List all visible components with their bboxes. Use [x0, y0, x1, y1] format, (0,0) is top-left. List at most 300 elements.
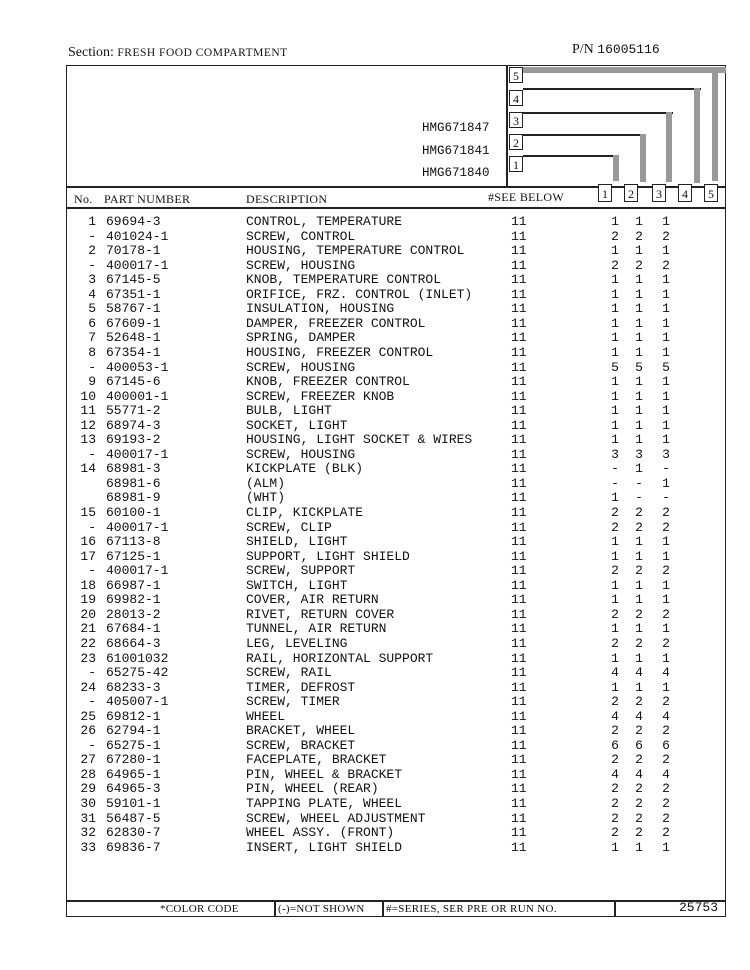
row-qty: 1 [611, 621, 619, 637]
row-description: TIMER, DEFROST [246, 679, 356, 695]
row-series: 11 [511, 432, 527, 448]
row-series: 11 [511, 635, 527, 651]
row-qty: 2 [611, 563, 619, 579]
row-qty: 1 [662, 286, 670, 302]
row-description: (ALM) [246, 475, 286, 491]
step-box: 1 [509, 156, 523, 172]
row-description: KICKPLATE (BLK) [246, 461, 364, 477]
row-qty: 4 [635, 708, 643, 724]
row-qty: - [611, 475, 619, 491]
row-series: 11 [511, 723, 527, 739]
row-number: 10 [80, 388, 96, 404]
row-part-number: 65275-42 [106, 665, 169, 681]
row-qty: 4 [635, 766, 643, 782]
series-col-header: 5 [704, 184, 718, 202]
row-part-number: 69836-7 [106, 839, 161, 855]
row-number: 3 [88, 272, 96, 288]
row-qty: 1 [662, 403, 670, 419]
row-qty: 1 [662, 243, 670, 259]
row-part-number: 67280-1 [106, 752, 161, 768]
row-series: 11 [511, 825, 527, 841]
row-description: (WHT) [246, 490, 286, 506]
row-description: TAPPING PLATE, WHEEL [246, 796, 403, 811]
row-qty: 1 [662, 330, 670, 346]
row-qty: 1 [635, 330, 643, 346]
table-row [0, 840, 750, 855]
step-rail-3 [666, 112, 672, 182]
row-part-number: 400017-1 [106, 257, 169, 273]
row-qty: 1 [662, 839, 670, 855]
row-series: 11 [511, 621, 527, 637]
row-number: 14 [80, 461, 96, 477]
row-description: KNOB, TEMPERATURE CONTROL [246, 272, 442, 288]
row-part-number: 400017-1 [106, 446, 169, 462]
row-part-number: 67145-6 [106, 374, 161, 390]
row-description: LEG, LEVELING [246, 635, 348, 651]
row-qty: 2 [662, 752, 670, 768]
row-qty: 6 [635, 737, 643, 753]
row-qty: 1 [662, 548, 670, 564]
table-row [0, 781, 750, 796]
row-part-number: 58767-1 [106, 301, 161, 317]
row-number: 22 [80, 635, 96, 651]
row-number: 29 [80, 781, 96, 797]
row-description: RAIL, HORIZONTAL SUPPORT [246, 650, 434, 666]
table-row [0, 432, 750, 447]
row-series: 11 [511, 344, 527, 360]
row-series: 11 [511, 505, 527, 520]
row-number: 24 [80, 679, 96, 695]
table-row [0, 825, 750, 840]
row-series: 11 [511, 796, 527, 811]
row-qty: 3 [662, 446, 670, 462]
row-series: 11 [511, 766, 527, 782]
row-description: INSULATION, HOUSING [246, 301, 395, 317]
row-qty: 2 [611, 723, 619, 739]
row-part-number: 405007-1 [106, 694, 169, 710]
row-description: SCREW, RAIL [246, 665, 332, 681]
row-qty: 4 [611, 708, 619, 724]
row-series: 11 [511, 301, 527, 317]
model-number: HMG671847 [422, 121, 490, 135]
row-number: 32 [80, 825, 96, 841]
row-number: 9 [88, 374, 96, 390]
row-number: - [88, 665, 96, 681]
footer-divider [66, 900, 726, 902]
row-qty: 2 [662, 781, 670, 797]
row-qty: 2 [611, 505, 619, 520]
row-qty: 2 [611, 635, 619, 651]
series-col-header: 4 [678, 184, 692, 202]
row-number: 16 [80, 534, 96, 550]
row-part-number: 68974-3 [106, 417, 161, 433]
row-qty: 2 [635, 519, 643, 535]
row-series: 11 [511, 417, 527, 433]
row-qty: 1 [611, 315, 619, 331]
step-rail-4 [694, 88, 700, 183]
row-part-number: 62794-1 [106, 723, 161, 739]
row-qty: 2 [611, 694, 619, 710]
row-qty: 1 [635, 461, 643, 477]
row-part-number: 60100-1 [106, 505, 161, 520]
row-series: 11 [511, 315, 527, 331]
row-qty: 1 [611, 330, 619, 346]
table-row [0, 592, 750, 607]
table-row [0, 258, 750, 273]
footer-color-code: *COLOR CODE [160, 903, 239, 915]
row-series: 11 [511, 286, 527, 302]
row-description: PIN, WHEEL & BRACKET [246, 766, 403, 782]
step-bar-5 [523, 67, 726, 73]
table-row [0, 316, 750, 331]
table-row [0, 229, 750, 244]
row-number: 27 [80, 752, 96, 768]
row-number: 4 [88, 286, 96, 302]
row-series: 11 [511, 214, 527, 229]
row-qty: 4 [635, 665, 643, 681]
row-qty: 4 [662, 708, 670, 724]
model-divider [506, 66, 508, 186]
table-row [0, 360, 750, 375]
row-number: 8 [88, 344, 96, 360]
row-qty: 1 [635, 301, 643, 317]
row-description: TUNNEL, AIR RETURN [246, 621, 387, 637]
row-qty: 4 [662, 665, 670, 681]
row-number: 6 [88, 315, 96, 331]
row-number: 19 [80, 592, 96, 608]
table-row [0, 418, 750, 433]
row-series: 11 [511, 490, 527, 506]
row-description: SHIELD, LIGHT [246, 534, 348, 550]
row-qty: 2 [635, 781, 643, 797]
row-description: CONTROL, TEMPERATURE [246, 214, 403, 229]
row-series: 11 [511, 446, 527, 462]
row-number: - [88, 563, 96, 579]
row-part-number: 55771-2 [106, 403, 161, 419]
row-description: BRACKET, WHEEL [246, 723, 356, 739]
step-bar-3 [523, 112, 673, 114]
row-qty: 1 [662, 214, 670, 229]
col-header-description: DESCRIPTION [246, 192, 328, 206]
row-qty: 1 [662, 315, 670, 331]
row-qty: 1 [611, 650, 619, 666]
part-number-heading [572, 42, 660, 58]
step-box: 5 [509, 67, 523, 83]
row-part-number: 67354-1 [106, 344, 161, 360]
row-number: 7 [88, 330, 96, 346]
row-qty: 1 [611, 243, 619, 259]
row-series: 11 [511, 694, 527, 710]
row-number: 18 [80, 577, 96, 593]
table-row [0, 389, 750, 404]
row-part-number: 68233-3 [106, 679, 161, 695]
column-header-divider [66, 207, 726, 209]
row-number: - [88, 257, 96, 273]
row-qty: 1 [635, 344, 643, 360]
row-number: 5 [88, 301, 96, 317]
row-series: 11 [511, 839, 527, 855]
step-rail-2 [640, 134, 646, 182]
row-number: - [88, 737, 96, 753]
row-qty: 1 [635, 374, 643, 390]
row-series: 11 [511, 228, 527, 244]
table-row [0, 549, 750, 564]
model-number: HMG671841 [422, 144, 490, 158]
row-qty: - [611, 461, 619, 477]
table-row [0, 752, 750, 767]
table-row [0, 272, 750, 287]
row-qty: 1 [635, 432, 643, 448]
row-part-number: 400053-1 [106, 359, 169, 375]
row-part-number: 67113-8 [106, 534, 161, 550]
row-number: 25 [80, 708, 96, 724]
section-label: Section: [68, 45, 114, 60]
row-description: KNOB, FREEZER CONTROL [246, 374, 410, 390]
col-header-part-number: PART NUMBER [104, 192, 191, 206]
row-qty: 2 [635, 752, 643, 768]
table-row [0, 301, 750, 316]
row-number: 23 [80, 650, 96, 666]
table-row [0, 345, 750, 360]
row-number: - [88, 446, 96, 462]
row-description: SWITCH, LIGHT [246, 577, 348, 593]
table-row [0, 621, 750, 636]
row-number: 15 [80, 505, 96, 520]
row-qty: 1 [635, 839, 643, 855]
footer-not-shown: (-)=NOT SHOWN [278, 903, 365, 915]
row-qty: 2 [662, 563, 670, 579]
row-description: DAMPER, FREEZER CONTROL [246, 315, 426, 331]
row-qty: 1 [662, 374, 670, 390]
row-series: 11 [511, 679, 527, 695]
table-row [0, 709, 750, 724]
row-description: SCREW, CONTROL [246, 228, 356, 244]
pn-label: P/N [572, 42, 594, 57]
step-box: 3 [509, 112, 523, 128]
row-qty: 1 [662, 388, 670, 404]
row-qty: 1 [611, 534, 619, 550]
row-part-number: 59101-1 [106, 796, 161, 811]
row-qty: 1 [662, 621, 670, 637]
table-row [0, 738, 750, 753]
row-qty: 1 [635, 417, 643, 433]
series-col-header: 1 [598, 184, 612, 202]
col-header-no: No. [74, 192, 93, 206]
row-qty: 2 [662, 519, 670, 535]
row-qty: 1 [662, 301, 670, 317]
row-series: 11 [511, 330, 527, 346]
step-bar-2 [523, 134, 645, 136]
row-series: 11 [511, 592, 527, 608]
row-series: 11 [511, 708, 527, 724]
row-qty: 1 [635, 534, 643, 550]
row-qty: 1 [635, 621, 643, 637]
row-series: 11 [511, 752, 527, 768]
page-code: 25753 [678, 900, 718, 915]
table-row [0, 607, 750, 622]
row-qty: 5 [611, 359, 619, 375]
row-qty: 1 [635, 388, 643, 404]
table-row [0, 563, 750, 578]
row-qty: 2 [662, 606, 670, 622]
row-part-number: 67684-1 [106, 621, 161, 637]
row-qty: 6 [662, 737, 670, 753]
row-number: 2 [88, 243, 96, 259]
row-series: 11 [511, 606, 527, 622]
row-qty: 1 [662, 679, 670, 695]
row-description: SCREW, BRACKET [246, 737, 356, 753]
step-box: 2 [509, 134, 523, 150]
row-qty: 4 [611, 665, 619, 681]
row-description: WHEEL [246, 708, 286, 724]
table-row [0, 665, 750, 680]
row-number: 11 [80, 403, 96, 419]
row-qty: 2 [662, 723, 670, 739]
row-qty: 2 [662, 796, 670, 811]
row-description: SCREW, WHEEL ADJUSTMENT [246, 810, 426, 826]
table-row [0, 330, 750, 345]
row-description: HOUSING, TEMPERATURE CONTROL [246, 243, 465, 259]
table-row [0, 636, 750, 651]
row-qty: 1 [611, 432, 619, 448]
row-part-number: 61001032 [106, 650, 169, 666]
row-description: RIVET, RETURN COVER [246, 606, 395, 622]
row-qty: 1 [635, 286, 643, 302]
row-series: 11 [511, 403, 527, 419]
row-qty: - [635, 475, 643, 491]
row-description: SCREW, TIMER [246, 694, 340, 710]
row-qty: 2 [611, 825, 619, 841]
row-qty: 2 [635, 228, 643, 244]
row-description: PIN, WHEEL (REAR) [246, 781, 379, 797]
step-rail-1 [613, 155, 619, 181]
row-qty: 2 [611, 781, 619, 797]
table-row [0, 534, 750, 549]
row-part-number: 68664-3 [106, 635, 161, 651]
col-header-see-below: #SEE BELOW [488, 190, 564, 204]
row-qty: 2 [662, 257, 670, 273]
row-number: 28 [80, 766, 96, 782]
row-qty: 1 [635, 315, 643, 331]
row-description: BULB, LIGHT [246, 403, 332, 419]
table-row [0, 811, 750, 826]
row-qty: 2 [635, 825, 643, 841]
row-qty: 1 [635, 548, 643, 564]
row-number: 21 [80, 621, 96, 637]
row-part-number: 67609-1 [106, 315, 161, 331]
row-series: 11 [511, 243, 527, 259]
row-qty: 1 [611, 214, 619, 229]
row-description: CLIP, KICKPLATE [246, 505, 364, 520]
row-description: ORIFICE, FRZ. CONTROL (INLET) [246, 286, 473, 302]
row-qty: 2 [662, 825, 670, 841]
row-series: 11 [511, 665, 527, 681]
row-description: HOUSING, LIGHT SOCKET & WIRES [246, 432, 473, 448]
model-number: HMG671840 [422, 166, 490, 180]
step-bar-1 [523, 155, 618, 157]
row-qty: 1 [635, 592, 643, 608]
step-bar-4 [523, 88, 701, 90]
series-col-header: 3 [652, 184, 666, 202]
row-description: COVER, AIR RETURN [246, 592, 379, 608]
row-series: 11 [511, 388, 527, 404]
row-part-number: 400017-1 [106, 563, 169, 579]
row-qty: 2 [611, 606, 619, 622]
row-description: SPRING, DAMPER [246, 330, 356, 346]
row-qty: 1 [611, 344, 619, 360]
row-number: - [88, 694, 96, 710]
footer-sep [614, 900, 616, 917]
row-series: 11 [511, 534, 527, 550]
row-qty: 2 [611, 752, 619, 768]
table-row [0, 403, 750, 418]
row-number: 20 [80, 606, 96, 622]
row-qty: 2 [611, 257, 619, 273]
row-series: 11 [511, 475, 527, 491]
row-qty: 3 [635, 446, 643, 462]
row-qty: 2 [662, 228, 670, 244]
table-row [0, 287, 750, 302]
row-qty: 2 [662, 505, 670, 520]
table-row [0, 796, 750, 811]
row-part-number: 69982-1 [106, 592, 161, 608]
row-number: 13 [80, 432, 96, 448]
row-part-number: 67145-5 [106, 272, 161, 288]
row-qty: 1 [611, 286, 619, 302]
row-number: - [88, 519, 96, 535]
row-description: SCREW, SUPPORT [246, 563, 356, 579]
table-row [0, 374, 750, 389]
row-qty: 1 [635, 214, 643, 229]
row-qty: 1 [611, 301, 619, 317]
row-qty: 2 [662, 810, 670, 826]
footer-sep [274, 900, 276, 917]
row-description: HOUSING, FREEZER CONTROL [246, 344, 434, 360]
table-row [0, 476, 750, 491]
row-qty: 1 [611, 417, 619, 433]
row-qty: 2 [635, 635, 643, 651]
row-qty: 1 [635, 650, 643, 666]
row-description: INSERT, LIGHT SHIELD [246, 839, 403, 855]
row-series: 11 [511, 461, 527, 477]
row-series: 11 [511, 577, 527, 593]
row-number: 30 [80, 796, 96, 811]
step-rail-5 [712, 67, 718, 181]
table-row [0, 520, 750, 535]
section-heading [68, 45, 288, 61]
row-qty: 1 [662, 592, 670, 608]
row-part-number: 64965-3 [106, 781, 161, 797]
section-name: FRESH FOOD COMPARTMENT [117, 47, 288, 59]
row-qty: 3 [611, 446, 619, 462]
row-qty: 1 [662, 344, 670, 360]
row-series: 11 [511, 781, 527, 797]
row-qty: 1 [662, 650, 670, 666]
row-part-number: 400001-1 [106, 388, 169, 404]
row-series: 11 [511, 563, 527, 579]
row-part-number: 69812-1 [106, 708, 161, 724]
row-qty: 1 [662, 417, 670, 433]
row-part-number: 69694-3 [106, 214, 161, 229]
row-qty: 1 [662, 577, 670, 593]
row-series: 11 [511, 737, 527, 753]
row-series: 11 [511, 272, 527, 288]
row-series: 11 [511, 548, 527, 564]
row-qty: - [662, 461, 670, 477]
row-qty: 4 [662, 766, 670, 782]
series-col-header: 2 [624, 184, 638, 202]
row-qty: 1 [611, 272, 619, 288]
